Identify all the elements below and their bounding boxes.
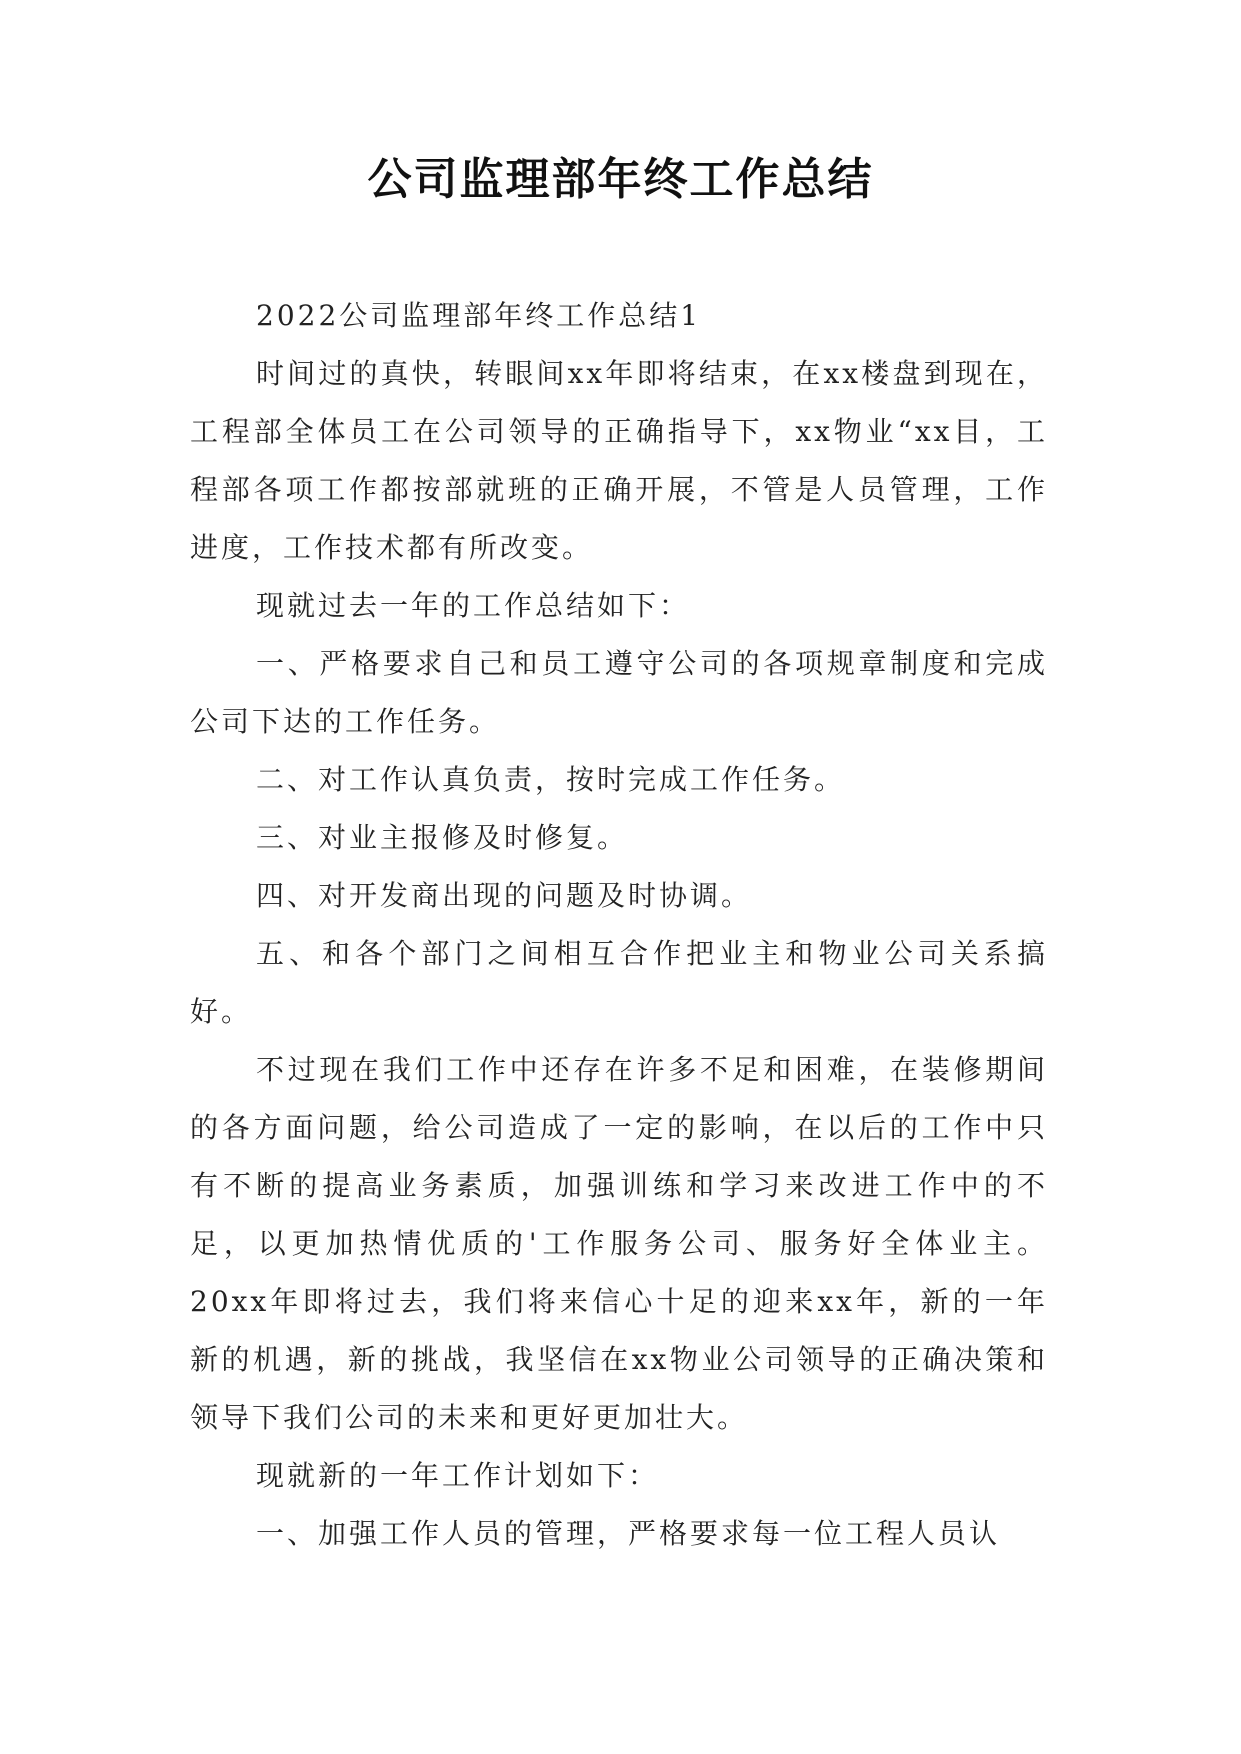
paragraph: 不过现在我们工作中还存在许多不足和困难，在装修期间的各方面问题，给公司造成了一定的影响，在以后的工作中只有不断的提高业务素质，加强训练和学习来改进工作中的不足，以更加热情优质的'工作服务公司、服务好全体业主。20xx年即将过去，我们将来信心十足的迎来xx年，新的一年新的机遇，新的挑战，我坚信在xx物业公司领导的正确决策和领导下我们公司的未来和更好更加壮大。	[190, 1053, 1048, 1434]
list-item: 一、加强工作人员的管理，严格要求每一位工程人员认	[256, 1517, 1001, 1550]
list-item: 一、严格要求自己和员工遵守公司的各项规章制度和完成公司下达的工作任务。	[190, 647, 1048, 738]
paragraph: 时间过的真快，转眼间xx年即将结束，在xx楼盘到现在，工程部全体员工在公司领导的正确指导下，xx物业“xx目，工程部各项工作都按部就班的正确开展，不管是人员管理，工作进度，工作技术都有所改变。	[190, 357, 1048, 564]
list-item: 三、对业主报修及时修复。	[256, 821, 629, 854]
paragraph-heading: 2022公司监理部年终工作总结1	[256, 299, 702, 332]
document-title: 公司监理部年终工作总结	[367, 154, 874, 205]
list-item: 五、和各个部门之间相互合作把业主和物业公司关系搞好。	[190, 937, 1048, 1028]
list-item: 四、对开发商出现的问题及时协调。	[256, 879, 753, 912]
document-body	[190, 287, 1048, 1563]
paragraph: 现就新的一年工作计划如下：	[256, 1459, 660, 1492]
list-item: 二、对工作认真负责，按时完成工作任务。	[256, 763, 846, 796]
paragraph: 现就过去一年的工作总结如下：	[256, 589, 691, 622]
